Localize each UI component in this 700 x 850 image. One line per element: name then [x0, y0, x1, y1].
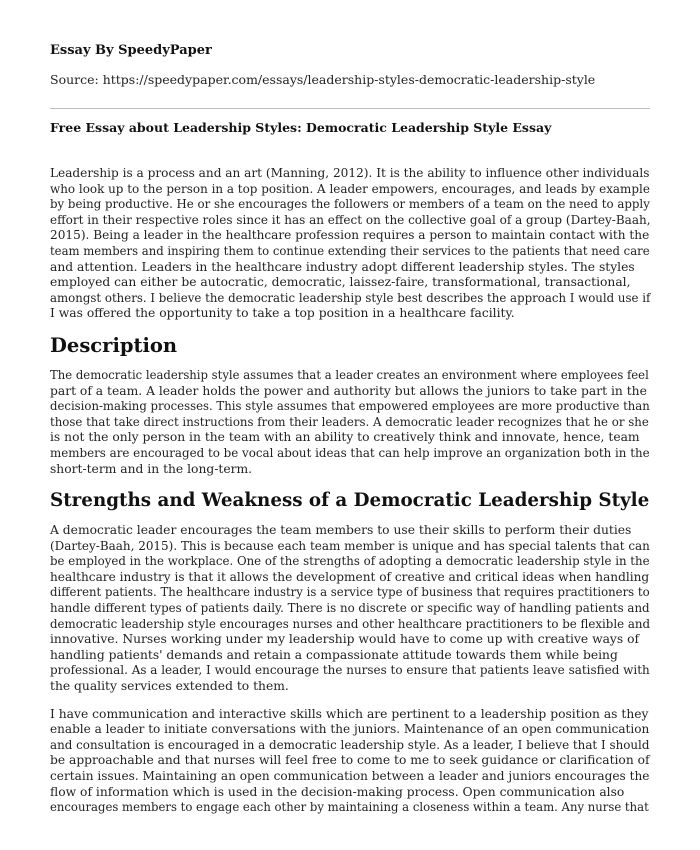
- text-line: certain issues. Maintaining an open communication between a leader and juniors encourages the: [50, 769, 650, 783]
- strengths-heading: Strengths and Weakness of a Democratic Leadership Style: [50, 490, 650, 512]
- text-line: A democratic leader encourages the team members to use their skills to perform their duties: [50, 523, 632, 538]
- text-line: Leadership is a process and an art (Manning, 2012). It is the ability to influence other individuals: [50, 166, 650, 180]
- intro-paragraph: [50, 166, 650, 322]
- text-line: 2015). Being a leader in the healthcare profession requires a person to maintain contact with the: [50, 228, 650, 243]
- text-line: democratic leadership style encourages nurses and other healthcare practitioners to be flexible and: [50, 616, 651, 631]
- text-line: those that take direct instructions from their leaders. A democratic leader recognizes that he or she: [50, 414, 649, 429]
- text-line: be employed in the workplace. One of the strengths of adopting a democratic leadership style in the: [50, 554, 650, 569]
- text-line: part of a team. A leader holds the power and authority but allows the juniors to take part in the: [50, 383, 647, 398]
- description-heading: Description: [50, 333, 178, 357]
- text-line: team members and inspiring them to continue extending their services to the patients that need care: [50, 243, 650, 258]
- text-line: short-term and in the long-term.: [50, 461, 253, 476]
- strengths-paragraph-1: [50, 523, 650, 695]
- text-line: I was offered the opportunity to take a top position in a healthcare facility.: [50, 306, 515, 321]
- text-line: enable a leader to initiate conversations with the juniors. Maintenance of an open communication: [50, 722, 650, 737]
- text-line: (Dartey-Baah, 2015). This is because each team member is unique and has special talents that can: [50, 538, 650, 553]
- text-line: be approachable and that nurses will feel free to come to me to seek guidance or clarification of: [50, 753, 650, 768]
- text-line: encourages members to engage each other by maintaining a closeness within a team. Any nurse that: [50, 800, 649, 815]
- essay-title: Free Essay about Leadership Styles: Democratic Leadership Style Essay: [50, 120, 552, 135]
- text-line: is not the only person in the team with an ability to creatively think and innovate, hence, team: [50, 430, 640, 445]
- text-line: and consultation is encouraged in a democratic leadership style. As a leader, I believe that I should: [50, 737, 650, 752]
- text-line: different patients. The healthcare industry is a service type of business that requires practitioners to: [50, 585, 650, 600]
- text-line: by being productive. He or she encourages the followers or members of a team on the need to apply: [50, 197, 650, 212]
- strengths-paragraph-2: [50, 707, 650, 816]
- text-line: I have communication and interactive skills which are pertinent to a leadership position as they: [50, 706, 649, 721]
- text-line: decision-making processes. This style assumes that empowered employees are more productive than: [50, 399, 650, 414]
- text-line: handle different types of patients daily. There is no discrete or specific way of handling patients and: [50, 601, 650, 616]
- text-line: amongst others. I believe the democratic leadership style best describes the approach I would use if: [50, 290, 651, 305]
- text-line: handling patients' demands and retain a compassionate attitude towards them while being: [50, 647, 618, 662]
- essay-brand: Essay By SpeedyPaper: [50, 43, 212, 58]
- text-line: effort in their respective roles since it has an effect on the collective goal of a group (Dartey-Baah,: [50, 212, 651, 227]
- essay-source-url: Source: https://speedypaper.com/essays/leadership-styles-democratic-leadership-style: [50, 72, 596, 87]
- text-line: flow of information which is used in the decision-making process. Open communication also: [50, 784, 625, 799]
- text-line: employed can either be autocratic, democratic, laissez-faire, transformational, transactional,: [50, 275, 631, 290]
- text-line: professional. As a leader, I would encourage the nurses to ensure that patients leave satisfied with: [50, 663, 650, 678]
- text-line: and attention. Leaders in the healthcare industry adopt different leadership styles. The styles: [50, 259, 635, 274]
- text-line: who look up to the person in a top position. A leader empowers, encourages, and leads by example: [50, 181, 650, 196]
- description-paragraph: [50, 368, 650, 477]
- text-line: The democratic leadership style assumes that a leader creates an environment where employees feel: [50, 367, 649, 382]
- text-line: healthcare industry is that it allows the development of creative and critical ideas when handling: [50, 569, 650, 584]
- essay-body: [50, 166, 650, 828]
- text-line: the quality services extended to them.: [50, 679, 289, 694]
- text-line: innovative. Nurses working under my leadership would have to come up with creative ways of: [50, 632, 640, 647]
- text-line: members are encouraged to be vocal about ideas that can help improve an organization both in the: [50, 445, 650, 460]
- header-divider: [50, 108, 650, 109]
